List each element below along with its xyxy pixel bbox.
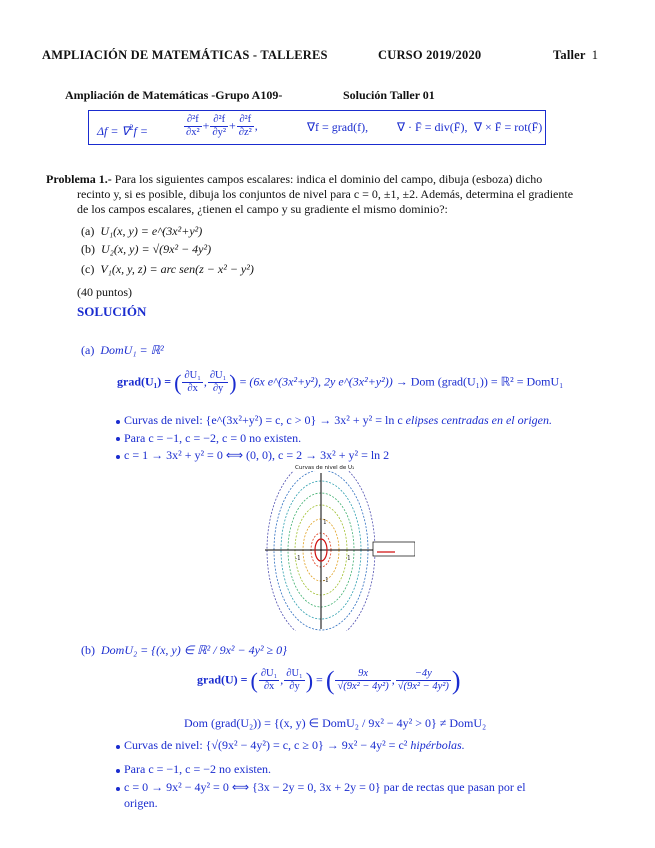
part-b-bullet-3: c = 0 → 9x² − 4y² = 0 ⟺ {3x − 2y = 0, 3x + 2y = 0} par de rectas que pasan por el xyxy=(124,780,526,794)
item-a-label: (a) xyxy=(81,224,95,238)
problem-item-a xyxy=(81,224,202,239)
part-b-grad-line: grad(U) = ( $\frac{\text{∂U₁}}{\partial x}$ , $\frac{\text{∂U₁}}{\partial y}$ ) = ( $\frac{9x}{\text{√(9x² − 4y²)}}$ , $\frac{-4y}{\text{√(9x² − 4y²)}}$ ) xyxy=(197,666,461,695)
bullet-dot xyxy=(116,787,120,791)
item-c-label: (c) xyxy=(81,262,95,276)
problem-item-b xyxy=(81,242,211,257)
part-a-grad-rhs: → Dom (grad(U₁)) = ℝ² = DomU₁ xyxy=(395,374,564,389)
item-c-expr: V₁(x, y, z) = arc sen(z − x² − y²) xyxy=(100,262,254,276)
tick-y-neg: -1 xyxy=(323,577,329,584)
part-b-dom-grad: Dom (grad(U₂)) = {(x, y) ∈ DomU₂ / 9x² − 4y² > 0} ≠ DomU₂ xyxy=(184,716,487,730)
subheader-group: Ampliación de Matemáticas -Grupo A109- xyxy=(65,88,283,102)
problem-text-2: recinto y, si es posible, dibuja los conjuntos de nivel para c = 0, ±1, ±2. Además, determina el gradiente xyxy=(77,187,574,201)
laplace-lhs: Δf = ∇ xyxy=(97,124,130,138)
part-a-bullet-1-italic: elipses centradas en el origen. xyxy=(405,413,552,427)
part-a-label: (a) xyxy=(81,343,95,357)
bullet-dot xyxy=(116,455,120,459)
problem-points: (40 puntos) xyxy=(77,285,132,299)
part-b-grad-num2: −4y xyxy=(396,668,451,681)
header-left: AMPLIACIÓN DE MATEMÁTICAS - TALLERES xyxy=(42,48,328,62)
plot-title: Curvas de nivel de U₁ xyxy=(295,465,355,471)
tick-x-neg: -1 xyxy=(295,555,301,562)
part-a-dom-text: DomU₁ = ℝ² xyxy=(100,343,164,357)
part-a-bullet-3: c = 1 → 3x² + y² = 0 ⟺ (0, 0), c = 2 → 3x² + y² = ln 2 xyxy=(124,448,390,462)
bullet-dot xyxy=(116,437,120,441)
part-b-label: (b) xyxy=(81,643,95,657)
problem-item-c xyxy=(81,262,254,277)
header-taller-label: Taller xyxy=(553,48,586,62)
problem-text-3: de los campos escalares, ¿tienen el campo y su gradiente el mismo dominio?: xyxy=(77,202,448,216)
formula-box: Δf = ∇$^2$f = $\frac{\text{∂²f}}{\text{∂x²}}$ + $\frac{\text{∂²f}}{\text{∂y²}}$ + $\frac{\text{∂²f}}{\text{∂z²}}$ , ∇f = grad(f), ∇ · F̄ = div(F̄), ∇ × F̄ = rot(F̄) xyxy=(88,110,546,145)
part-a-bullet-1-text: Curvas de nivel: {e^(3x²+y²) = c, c > 0} → 3x² + y² = ln c xyxy=(124,413,403,427)
part-b-grad-lhs: grad(U) = xyxy=(197,672,248,687)
part-a-bullet-2: Para c = −1, c = −2, c = 0 no existen. xyxy=(124,431,302,445)
problem-text-1: Para los siguientes campos escalares: indica el dominio del campo, dibuja (esboza) dicho xyxy=(114,172,543,186)
item-b-expr: U₂(x, y) = √(9x² − 4y²) xyxy=(101,242,212,256)
part-a-grad-lhs: grad(U₁) = xyxy=(117,374,172,389)
laplace-eq: f = xyxy=(133,124,148,138)
part-a-bullet-1 xyxy=(124,413,552,428)
tick-y-pos: 1 xyxy=(323,519,327,526)
part-b-dom-text: DomU₂ = {(x, y) ∈ ℝ² / 9x² − 4y² ≥ 0} xyxy=(101,643,287,657)
part-b-grad-num1: 9x xyxy=(335,668,390,681)
part-b-dom xyxy=(81,643,287,658)
item-b-label: (b) xyxy=(81,242,95,256)
subheader-solution: Solución Taller 01 xyxy=(343,88,435,102)
contour-plot xyxy=(265,465,415,630)
header-taller xyxy=(553,48,598,63)
plot-legend xyxy=(373,542,415,556)
part-b-grad-den1: √(9x² − 4y²) xyxy=(337,681,389,692)
bullet-dot xyxy=(116,769,120,773)
laplace-sum: $\frac{\text{∂²f}}{\text{∂x²}}$ + $\frac{\text{∂²f}}{\text{∂y²}}$ + $\frac{\text{∂²f}}{\text{∂z²}}$ , xyxy=(186,114,258,138)
tick-x-pos: 1 xyxy=(347,555,351,562)
part-b-grad-den2: √(9x² − 4y²) xyxy=(397,681,449,692)
header-taller-num: 1 xyxy=(591,48,599,62)
solution-title: SOLUCIÓN xyxy=(77,304,147,319)
bullet-dot xyxy=(116,745,120,749)
formula-div: ∇ · F̄ = div(F̄), xyxy=(397,120,468,134)
formula-rot: ∇ × F̄ = rot(F̄) xyxy=(474,120,543,134)
header-course: CURSO 2019/2020 xyxy=(378,48,482,62)
part-a-dom xyxy=(81,343,164,358)
part-b-bullet-3-cont: origen. xyxy=(124,796,158,810)
part-b-bullet-2: Para c = −1, c = −2 no existen. xyxy=(124,762,272,776)
bullet-dot xyxy=(116,420,120,424)
problem-statement xyxy=(46,172,606,187)
part-b-bullet-1-text: Curvas de nivel: {√(9x² − 4y²) = c, c ≥ 0} → 9x² − 4y² = c² xyxy=(124,738,408,752)
formula-grad: ∇f = grad(f), xyxy=(307,120,369,134)
contour-svg xyxy=(265,471,415,631)
part-a-grad-components: (6x e^(3x²+y²), 2y e^(3x²+y²)) xyxy=(249,374,393,389)
problem-label: Problema 1.- xyxy=(46,172,112,186)
part-a-grad-line: grad(U₁) = ( $\frac{\text{∂U₁}}{\partial x}$ , $\frac{\text{∂U₁}}{\partial y}$ ) = (6x e^(3x²+y²), 2y e^(3x²+y²)) → Dom (grad(U₁)) = ℝ² = DomU₁ xyxy=(117,370,564,395)
item-a-expr: U₁(x, y) = e^(3x²+y²) xyxy=(100,224,203,238)
part-b-bullet-1-italic: hipérbolas. xyxy=(410,738,465,752)
part-b-bullet-1 xyxy=(124,738,465,753)
